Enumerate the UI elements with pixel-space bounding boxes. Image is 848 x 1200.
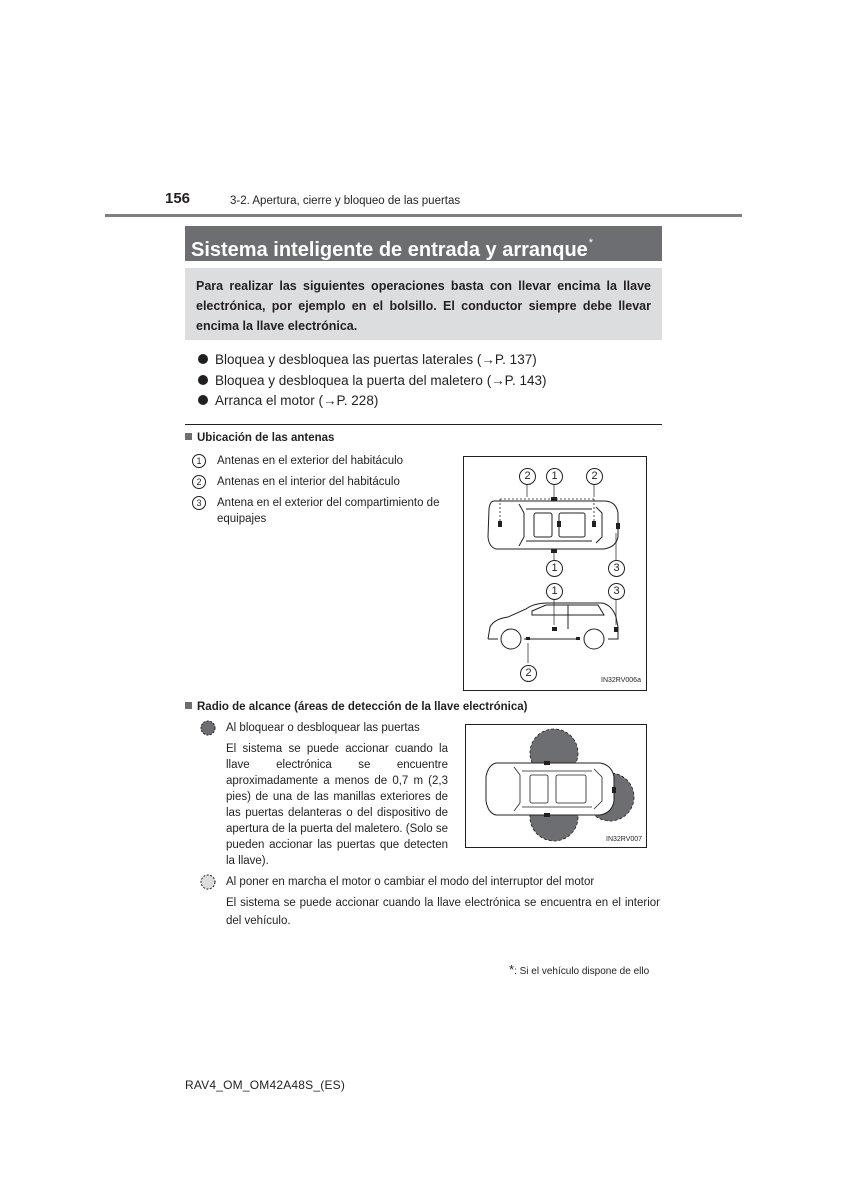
detection-range-diagram: [466, 725, 646, 847]
range-zone-icon: [200, 720, 216, 736]
section-divider: [185, 424, 662, 425]
range-item-2-body: El sistema se puede accionar cuando la llave electrónica se encuentra en el interior del vehículo.: [226, 897, 660, 927]
callout-2: 2: [519, 468, 536, 485]
figure-code: IN32RV006a: [601, 677, 641, 684]
square-bullet-icon: [185, 433, 192, 440]
page-title: [185, 226, 662, 261]
document-code: RAV4_OM_OM42A48S_(ES): [185, 1078, 346, 1092]
range-item-1-title: Al bloquear o desbloquear las puertas: [226, 722, 420, 734]
footnote-text: : Si el vehículo dispone de ello: [514, 966, 650, 977]
page-number: 156: [165, 190, 191, 207]
footnote-mark: *: [509, 962, 515, 977]
circled-number-icon: 1: [192, 454, 206, 468]
range-item-2-title: Al poner en marcha el motor o cambiar el modo del interruptor del motor: [226, 876, 595, 888]
antenna-item-2: 2 Antenas en el interior del habitáculo: [192, 474, 452, 490]
figure-code: IN32RV007: [606, 836, 643, 843]
callout-1: 1: [546, 583, 563, 600]
range-item-1-body: El sistema se puede accionar cuando la llave electrónica se encuentre aproximadamente a menos de 0,7 m (2,3 pies) de una de las manillas exteriores de las puertas delanteras o del dispositivo de apertura de la puerta del maletero. (Solo se pueden accionar las puertas que detecten la llave).: [226, 743, 448, 867]
list-item: Arranca el motor (→P. 228): [198, 391, 546, 412]
bullet-icon: [198, 354, 208, 364]
list-item: Bloquea y desbloquea las puertas laterales (→P. 137): [198, 350, 546, 371]
footnote: [509, 962, 649, 977]
header-rule: [105, 214, 742, 217]
section-path: 3-2. Apertura, cierre y bloqueo de las puertas: [230, 195, 461, 207]
operations-list: [198, 350, 546, 412]
antenna-item-1: 1 Antenas en el exterior del habitáculo: [192, 453, 452, 469]
bullet-icon: [198, 395, 208, 405]
detection-range-figure: [465, 724, 647, 848]
intro-box: Para realizar las siguientes operaciones basta con llevar encima la llave electrónica, por ejemplo en el bolsillo. El conductor siempre debe llevar encima la llave electrónica.: [185, 268, 662, 340]
callout-1: 1: [546, 560, 563, 577]
title-footnote-mark: *: [588, 237, 594, 249]
callout-2: 2: [520, 665, 537, 682]
circled-number-icon: 3: [192, 496, 206, 510]
circled-number-icon: 2: [192, 475, 206, 489]
list-item: Bloquea y desbloquea la puerta del maletero (→P. 143): [198, 371, 546, 392]
callout-1: 1: [546, 468, 563, 485]
bullet-icon: [198, 375, 208, 385]
callout-3: 3: [608, 583, 625, 600]
antenna-location-figure: [463, 456, 647, 691]
page-title-text: Sistema inteligente de entrada y arranque: [191, 239, 588, 261]
callout-3: 3: [608, 560, 625, 577]
antenna-item-3: 3 Antena en el exterior del compartimiento de equipajes: [192, 495, 450, 529]
square-bullet-icon: [185, 702, 192, 709]
callout-2: 2: [586, 468, 603, 485]
antennas-heading: Ubicación de las antenas: [185, 432, 334, 444]
range-heading: Radio de alcance (áreas de detección de la llave electrónica): [185, 701, 527, 713]
range-zone-icon: [200, 874, 216, 890]
